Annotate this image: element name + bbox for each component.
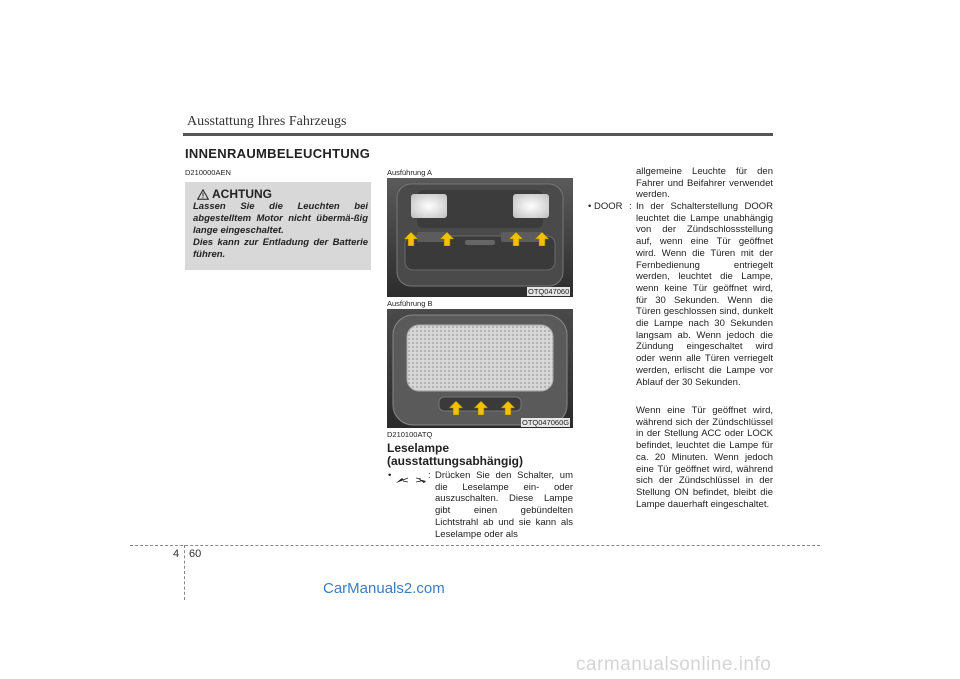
page-number: 60 xyxy=(189,548,202,560)
warning-line-2: Dies kann zur Entladung der Batterie führen. xyxy=(193,237,368,260)
reading-lamp-switch-icon xyxy=(394,472,430,490)
footer-divider xyxy=(184,545,185,600)
door-label: • DOOR xyxy=(588,201,623,212)
figure-a-code: OTQ047060 xyxy=(528,287,570,296)
reading-lamp-colon: : xyxy=(428,470,431,481)
warning-line-1: Lassen Sie die Leuchten bei abgestelltem Motor nicht übermä-ßig lange eingeschaltet. xyxy=(193,201,368,236)
reading-lamp-heading: Leselampe (ausstattungsabhängig) xyxy=(387,441,524,468)
footer-rule xyxy=(130,545,820,546)
chapter-number: 4 xyxy=(173,548,180,560)
reading-lamp-text: Drücken Sie den Schalter, um die Leselampe ein- oder auszuschalten. Diese Lampe gibt einen gebündelten Lichtstrahl ab und sie kann als Leselampe oder als xyxy=(435,470,573,540)
arrow-icon-a3 xyxy=(509,232,523,251)
door-text: In der Schalterstellung DOOR leuchtet die Lampe unabhängig von der Zündschlossstellung auf, wenn eine Tür geöffnet wird. Wenn die Türen mit der Fernbedienung entriegelt werden, leuchtet die Lampe, wenn keine Tür geöffnet wird, für 30 Sekunden. Wenn die Türen geschlossen sind, dunkelt die Lampe nach 30 Sekunden langsam ab. Wenn jedoch die Zündung eingeschaltet wird oder wenn alle Türen verriegelt werden, erlischt die Lampe vor Ablauf der 30 Sekunden. xyxy=(636,201,773,388)
door-colon: : xyxy=(629,201,632,212)
figure-b-code: OTQ047060G xyxy=(522,418,570,427)
watermark-bottom[interactable]: carmanualsonline.info xyxy=(576,654,772,675)
header-title: Ausstattung Ihres Fahrzeugs xyxy=(187,114,347,129)
reading-lamp-code: D210100ATQ xyxy=(387,430,433,439)
section-code: D210000AEN xyxy=(185,168,231,177)
arrow-icon-a1 xyxy=(404,232,418,251)
header-rule xyxy=(183,133,773,136)
reading-lamp-bullet: • xyxy=(388,470,392,481)
figure-a-label: Ausführung A xyxy=(387,168,433,177)
arrow-icon-b1 xyxy=(449,401,463,420)
continuation-text: allgemeine Leuchte für den Fahrer und Beifahrer verwendet werden. xyxy=(636,166,773,201)
arrow-icon-a4 xyxy=(535,232,549,251)
section-title: INNENRAUMBELEUCHTUNG xyxy=(185,146,371,161)
arrow-icon-a2 xyxy=(440,232,454,251)
warning-text xyxy=(193,201,368,261)
watermark-top[interactable]: CarManuals2.com xyxy=(323,580,445,597)
door-text-2: Wenn eine Tür geöffnet wird, während sich der Zündschlüssel in der Stellung ACC oder LOCK befindet, leuchtet die Lampe für ca. 20 Minuten. Wenn jedoch eine Tür geöffnet wird, während sich der Zündschlüssel in der Stellung ON befindet, bleibt die Lampe dauerhaft eingeschaltet. xyxy=(636,405,773,510)
arrow-icon-b3 xyxy=(501,401,515,420)
arrow-icon-b2 xyxy=(474,401,488,420)
figure-b-label: Ausführung B xyxy=(387,299,433,308)
warning-heading: ACHTUNG xyxy=(212,187,272,201)
